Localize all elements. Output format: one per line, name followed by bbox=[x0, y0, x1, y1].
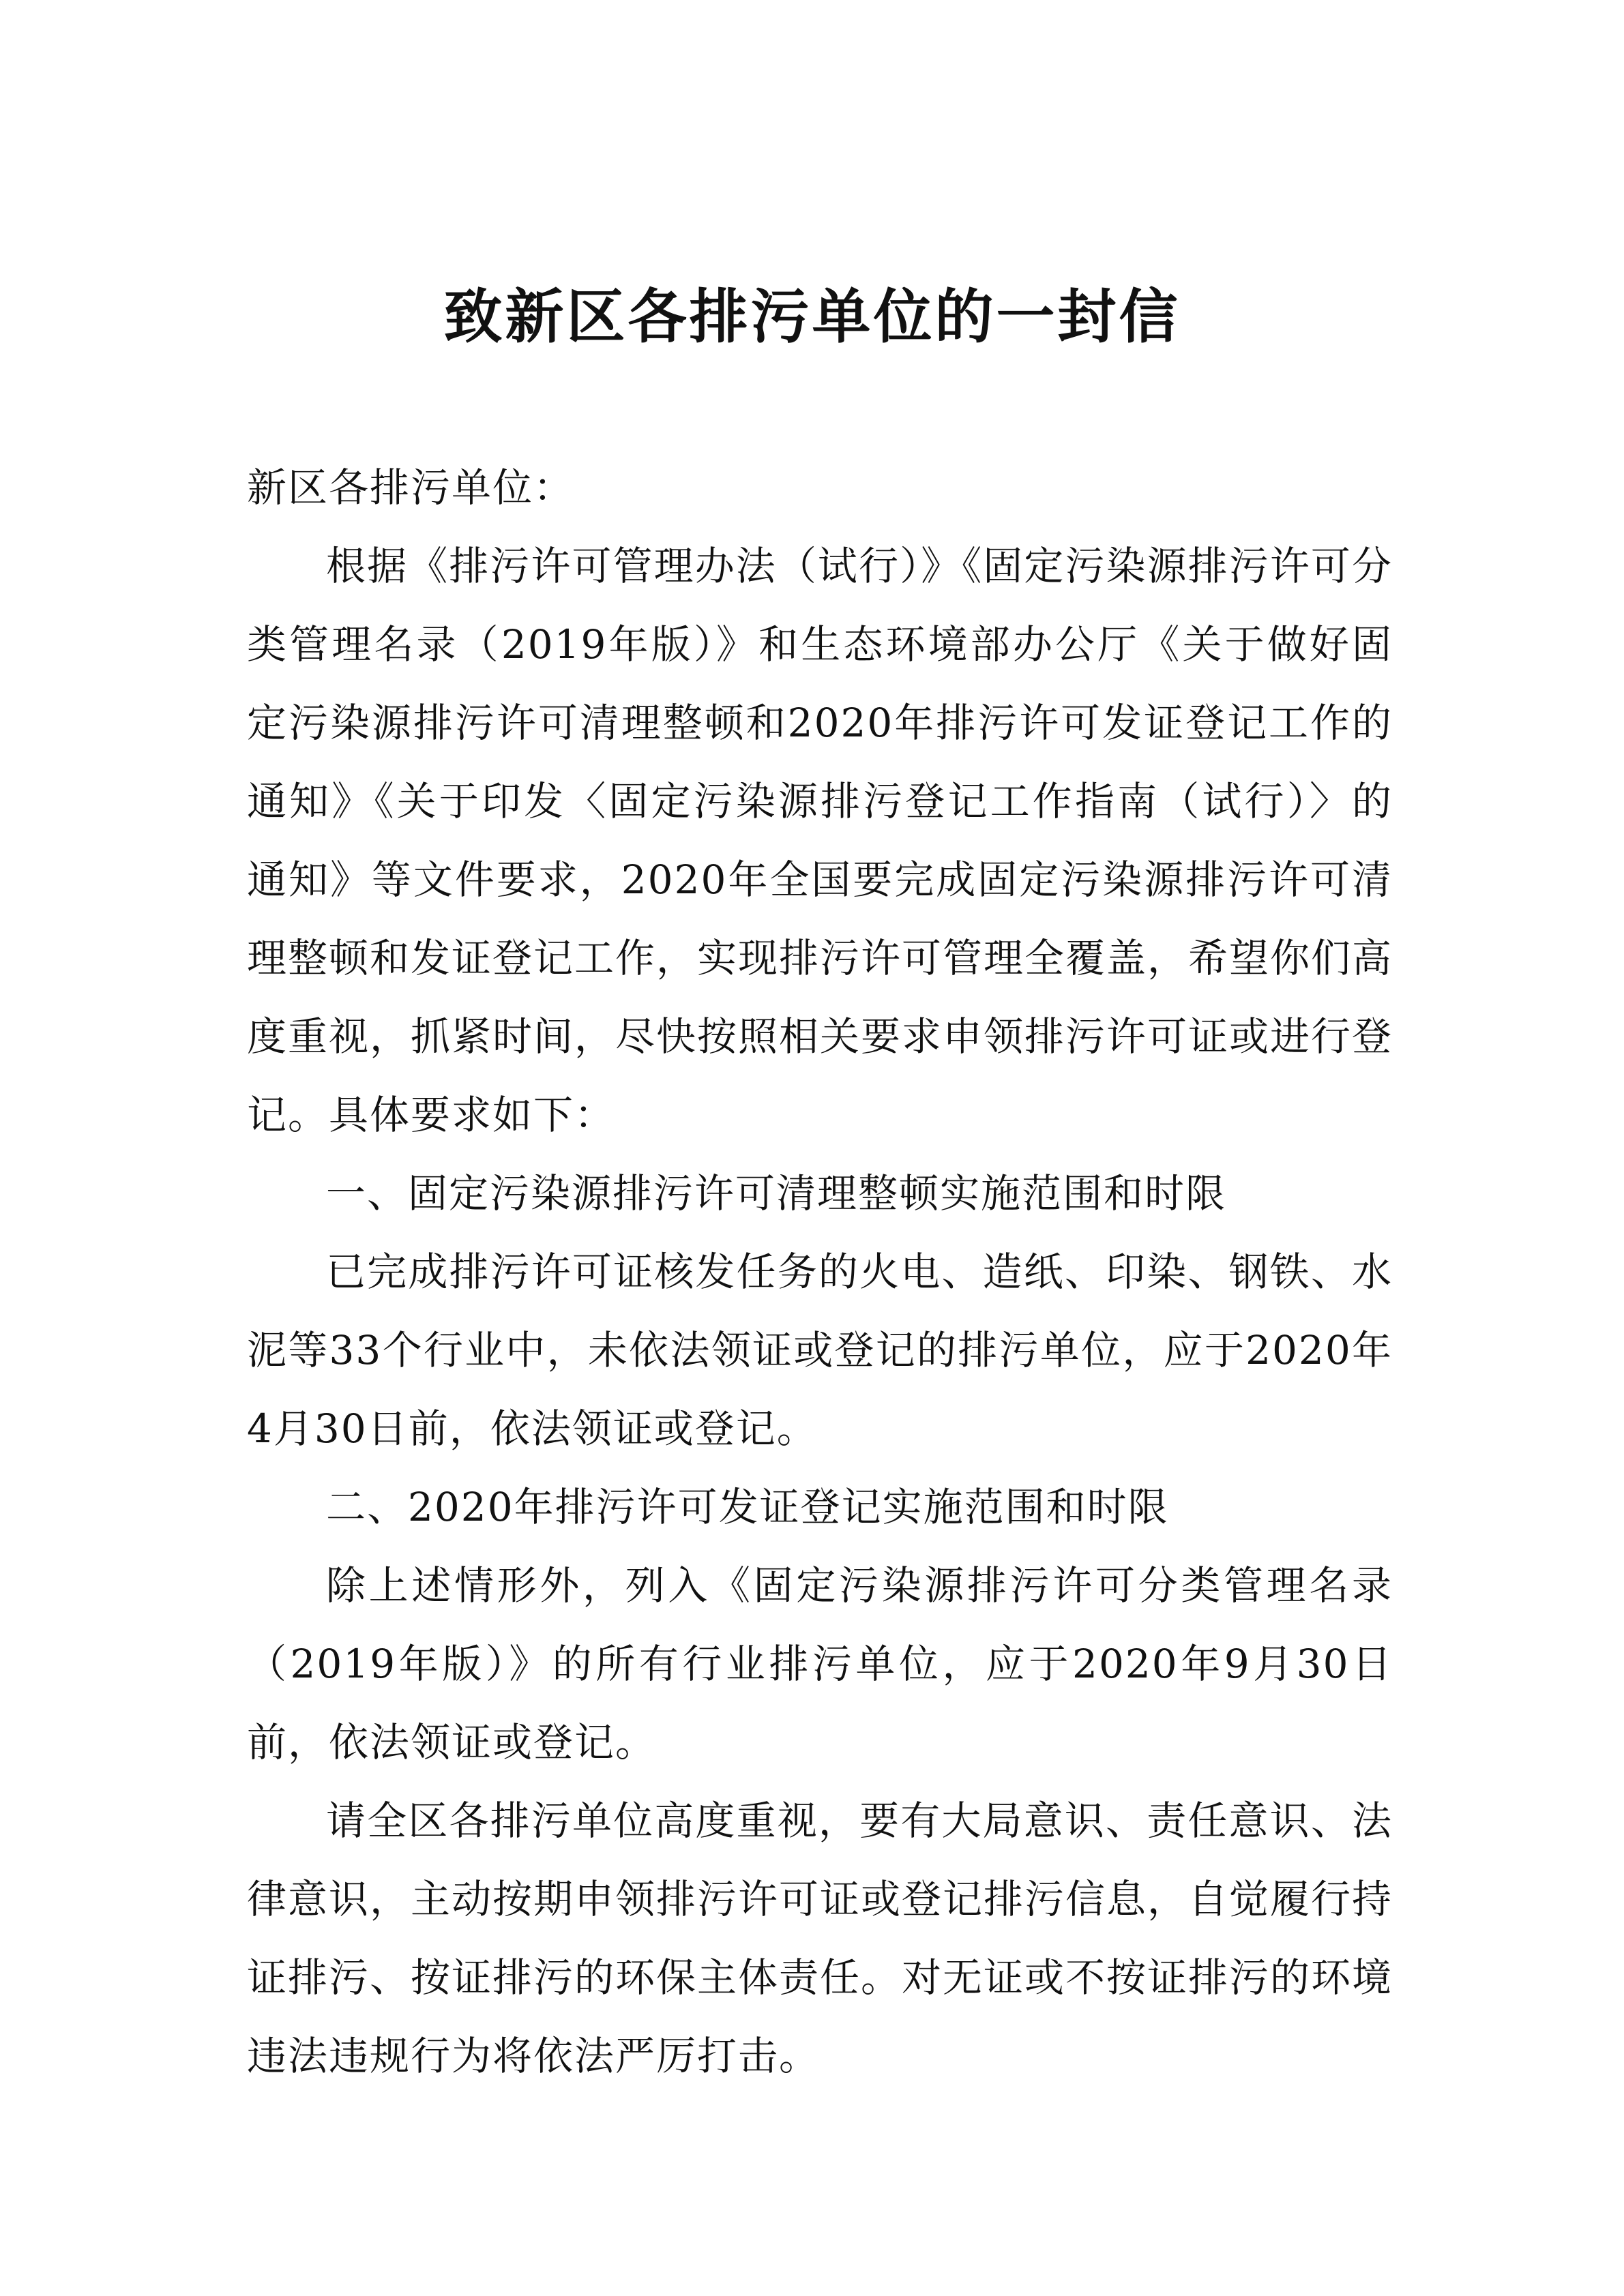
section-heading-1: 一、固定污染源排污许可清理整顿实施范围和时限 bbox=[326, 1170, 1227, 1217]
paragraph-section-1: 已完成排污许可证核发任务的火电、造纸、印染、钢铁、水泥等33个行业中，未依法领证或登记的排污单位，应于2020年4月30日前，依法领证或登记。 bbox=[247, 1249, 1393, 1452]
salutation: 新区各排污单位： bbox=[247, 464, 575, 511]
paragraph-section-2: 除上述情形外，列入《固定污染源排污许可分类管理名录（2019年版）》的所有行业排污单位，应于2020年9月30日前，依法领证或登记。 bbox=[247, 1562, 1393, 1765]
letter-body bbox=[247, 449, 1393, 2096]
document-title: 致新区各排污单位的一封信 bbox=[443, 283, 1181, 351]
paragraph-intro: 根据《排污许可管理办法（试行）》《固定污染源排污许可分类管理名录（2019年版）》和生态环境部办公厅《关于做好固定污染源排污许可清理整顿和2020年排污许可发证登记工作的通知》《关于印发〈固定污染源排污登记工作指南（试行）〉的通知》等文件要求，2020年全国要完成固定污染源排污许可清理整顿和发证登记工作，实现排污许可管理全覆盖，希望你们高度重视，抓紧时间，尽快按照相关要求申领排污许可证或进行登记。具体要求如下： bbox=[247, 543, 1393, 1138]
paragraph-closing: 请全区各排污单位高度重视，要有大局意识、责任意识、法律意识，主动按期申领排污许可证或登记排污信息，自觉履行持证排污、按证排污的环保主体责任。对无证或不按证排污的环境违法违规行为将依法严厉打击。 bbox=[247, 1798, 1393, 2079]
section-heading-2: 二、2020年排污许可发证登记实施范围和时限 bbox=[326, 1484, 1169, 1530]
